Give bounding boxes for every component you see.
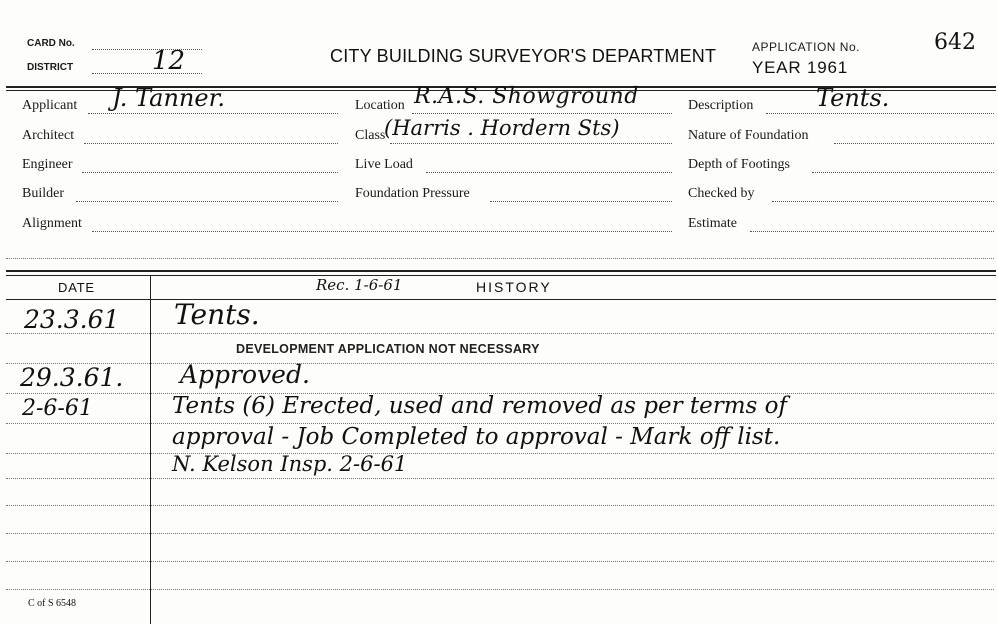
depth-of-footings-line xyxy=(812,172,994,173)
description-line xyxy=(766,113,994,114)
department-title: CITY BUILDING SURVEYOR'S DEPARTMENT xyxy=(330,46,717,66)
builder-label: Builder xyxy=(22,186,64,201)
card-no-line xyxy=(92,49,202,50)
application-number: 642 xyxy=(934,30,976,55)
received-note: Rec. 1-6-61 xyxy=(316,276,403,294)
description-value: Tents. xyxy=(816,84,890,112)
entry-date: 23.3.61 xyxy=(24,305,120,334)
history-line xyxy=(6,478,994,479)
year-label: YEAR 1961 xyxy=(752,58,849,77)
nature-of-foundation-label: Nature of Foundation xyxy=(688,128,809,143)
application-no-label: APPLICATION No. xyxy=(752,40,860,54)
entry-text: Tents (6) Erected, used and removed as per terms of xyxy=(172,393,788,419)
engineer-label: Engineer xyxy=(22,157,73,172)
history-line xyxy=(6,363,994,364)
development-stamp: DEVELOPMENT APPLICATION NOT NECESSARY xyxy=(236,342,540,356)
district-value: 12 xyxy=(152,46,186,76)
class-label: Class xyxy=(355,128,386,143)
entry-date: 2-6-61 xyxy=(22,396,93,421)
history-line xyxy=(6,589,994,590)
nature-of-foundation-line xyxy=(834,143,994,144)
alignment-line xyxy=(92,231,672,232)
history-line xyxy=(6,561,994,562)
depth-of-footings-label: Depth of Footings xyxy=(688,157,790,172)
history-rule-top xyxy=(6,270,996,272)
applicant-label: Applicant xyxy=(22,98,78,113)
entry-text: N. Kelson Insp. 2-6-61 xyxy=(172,452,408,476)
history-column-header: HISTORY xyxy=(476,279,552,295)
entry-text: Tents. xyxy=(174,298,260,331)
engineer-line xyxy=(82,172,338,173)
foundation-pressure-line xyxy=(490,201,672,202)
history-line xyxy=(6,505,994,506)
class-value: (Harris . Hordern Sts) xyxy=(384,116,620,140)
architect-label: Architect xyxy=(22,128,75,143)
date-column-divider xyxy=(150,276,151,624)
fields-bottom-rule xyxy=(6,258,994,259)
location-line xyxy=(412,113,672,114)
applicant-line xyxy=(88,113,338,114)
district-label: DISTRICT xyxy=(27,62,74,73)
district-line xyxy=(92,73,202,74)
entry-date: 29.3.61. xyxy=(20,363,124,392)
alignment-label: Alignment xyxy=(22,216,82,231)
history-header-rule xyxy=(6,299,996,300)
form-code: C of S 6548 xyxy=(28,598,77,609)
checked-by-line xyxy=(772,201,994,202)
builder-line xyxy=(76,201,338,202)
estimate-line xyxy=(750,231,994,232)
applicant-value: J. Tanner. xyxy=(112,84,226,112)
live-load-line xyxy=(426,172,672,173)
checked-by-label: Checked by xyxy=(688,186,755,201)
history-line xyxy=(6,333,994,334)
description-label: Description xyxy=(688,98,754,113)
live-load-label: Live Load xyxy=(355,157,413,172)
estimate-label: Estimate xyxy=(688,216,737,231)
foundation-pressure-label: Foundation Pressure xyxy=(355,186,470,201)
date-column-header: DATE xyxy=(58,280,95,295)
location-value: R.A.S. Showground xyxy=(414,84,639,109)
history-rule-second xyxy=(6,275,996,276)
location-label: Location xyxy=(355,98,405,113)
entry-text: Approved. xyxy=(180,360,310,389)
architect-line xyxy=(84,143,338,144)
card-no-label: CARD No. xyxy=(27,38,75,49)
class-line xyxy=(390,143,672,144)
history-line xyxy=(6,533,994,534)
entry-text: approval - Job Completed to approval - Mark off list. xyxy=(172,424,781,450)
history-line xyxy=(6,453,994,454)
